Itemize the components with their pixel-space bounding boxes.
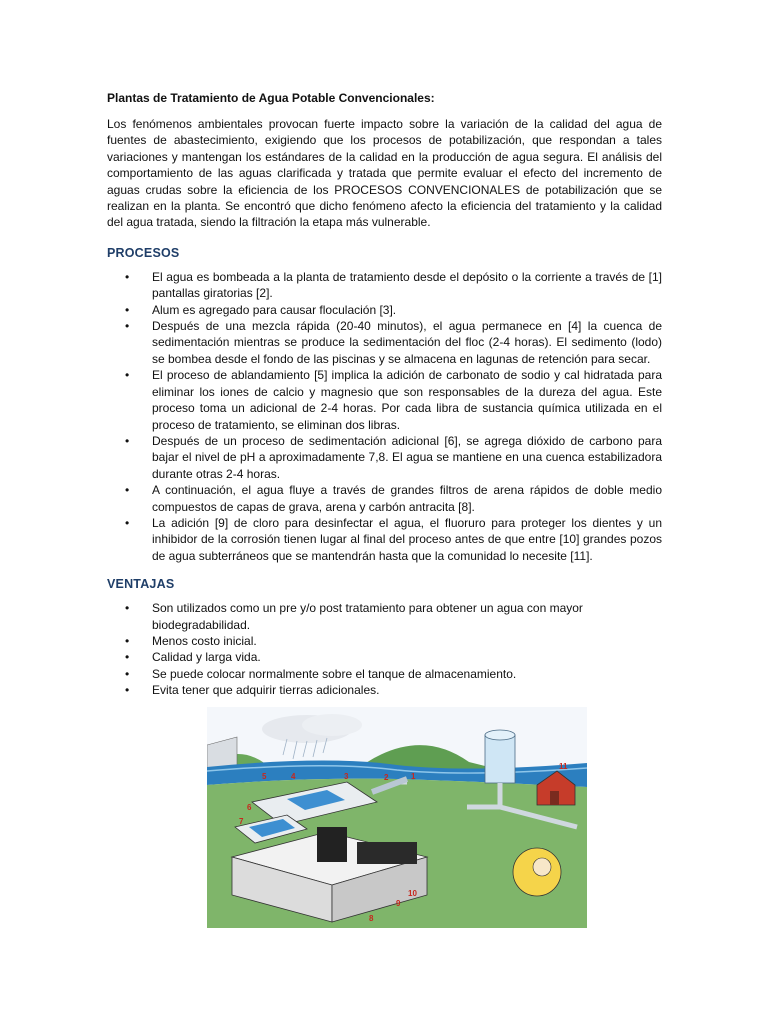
figure-label: 11 bbox=[559, 762, 568, 771]
page-title: Plantas de Tratamiento de Agua Potable Convencionales: bbox=[107, 91, 435, 105]
list-item: • Después de un proceso de sedimentación adicional [6], se agrega dióxido de carbono para bajar el nivel de pH a aproximadamente 7,8. El agua se mantiene en una cuenca estabilizadora durante otras 2-4 horas. bbox=[107, 433, 662, 482]
list-item: • Menos costo inicial. bbox=[107, 633, 662, 649]
figure-label: 9 bbox=[396, 899, 401, 908]
procesos-heading: PROCESOS bbox=[107, 245, 180, 260]
document-page bbox=[107, 90, 662, 711]
list-item: • Se puede colocar normalmente sobre el tanque de almacenamiento. bbox=[107, 666, 662, 682]
figure-label: 1 bbox=[411, 772, 416, 781]
list-item: • Después de una mezcla rápida (20-40 minutos), el agua permanece en [4] la cuenca de sedimentación mientras se produce la sedimentación del floc (2-4 horas). El sedimento (lodo) se bombea desde el fondo de las piscinas y se almacena en lagunas de retención para secar. bbox=[107, 318, 662, 367]
figure-label: 4 bbox=[291, 772, 296, 781]
intake-tower bbox=[485, 735, 515, 783]
list-item: • Alum es agregado para causar floculación [3]. bbox=[107, 302, 662, 318]
figure-label: 3 bbox=[344, 772, 349, 781]
figure-label: 10 bbox=[408, 889, 417, 898]
figure-label: 8 bbox=[369, 914, 374, 923]
list-item: • Calidad y larga vida. bbox=[107, 649, 662, 665]
procesos-list bbox=[107, 269, 662, 564]
figure-label: 6 bbox=[247, 803, 252, 812]
figure-label: 5 bbox=[262, 772, 267, 781]
figure-label: 7 bbox=[239, 817, 244, 826]
list-item: • Evita tener que adquirir tierras adicionales. bbox=[107, 682, 662, 698]
cloud bbox=[302, 714, 362, 736]
list-item: • Son utilizados como un pre y/o post tratamiento para obtener un agua con mayor biodegradabilidad. bbox=[107, 600, 662, 633]
ventajas-heading: VENTAJAS bbox=[107, 577, 175, 592]
filter-block bbox=[357, 842, 417, 864]
ventajas-list bbox=[107, 600, 662, 698]
list-item: • A continuación, el agua fluye a través de grandes filtros de arena rápidos de doble medio compuestos de capas de grava, arena y carbón antracita [8]. bbox=[107, 482, 662, 515]
water-treatment-illustration bbox=[207, 707, 587, 928]
intro-paragraph: Los fenómenos ambientales provocan fuerte impacto sobre la variación de la calidad del agua de fuentes de abastecimiento, exigiendo que los procesos de potabilización, que respondan a tales variaciones y mantengan los estándares de la calidad en la producción de agua segura. El análisis del comportamiento de las aguas clarificada y tratada que permite evaluar el efecto del incremento de aguas crudas sobre la eficiencia de los PROCESOS CONVENCIONALES de potabilización que se realizan en la planta. Se encontró que dicho fenómeno afecto la eficiencia del tratamiento y la calidad del agua tratada, siendo la filtración la etapa más vulnerable. bbox=[107, 117, 662, 230]
filter-block bbox=[317, 827, 347, 862]
list-item: • El agua es bombeada a la planta de tratamiento desde el depósito o la corriente a través de [1] pantallas giratorias [2]. bbox=[107, 269, 662, 302]
list-item: • El proceso de ablandamiento [5] implica la adición de carbonato de sodio y cal hidratada para eliminar los iones de calcio y magnesio que son responsables de la dureza del agua. Este proceso toma un adicional de 2-4 horas. Por cada libra de sustancia química utilizada en el proceso de tratamiento, se eliminan dos libras. bbox=[107, 367, 662, 433]
list-item: • La adición [9] de cloro para desinfectar el agua, el fluoruro para proteger los dientes y un inhibidor de la corrosión tienen lugar al final del proceso antes de que entre [10] grandes pozos de agua subterráneos que se mantendrán hasta que la comunidad lo necesite [11]. bbox=[107, 515, 662, 564]
figure-label: 2 bbox=[384, 773, 389, 782]
